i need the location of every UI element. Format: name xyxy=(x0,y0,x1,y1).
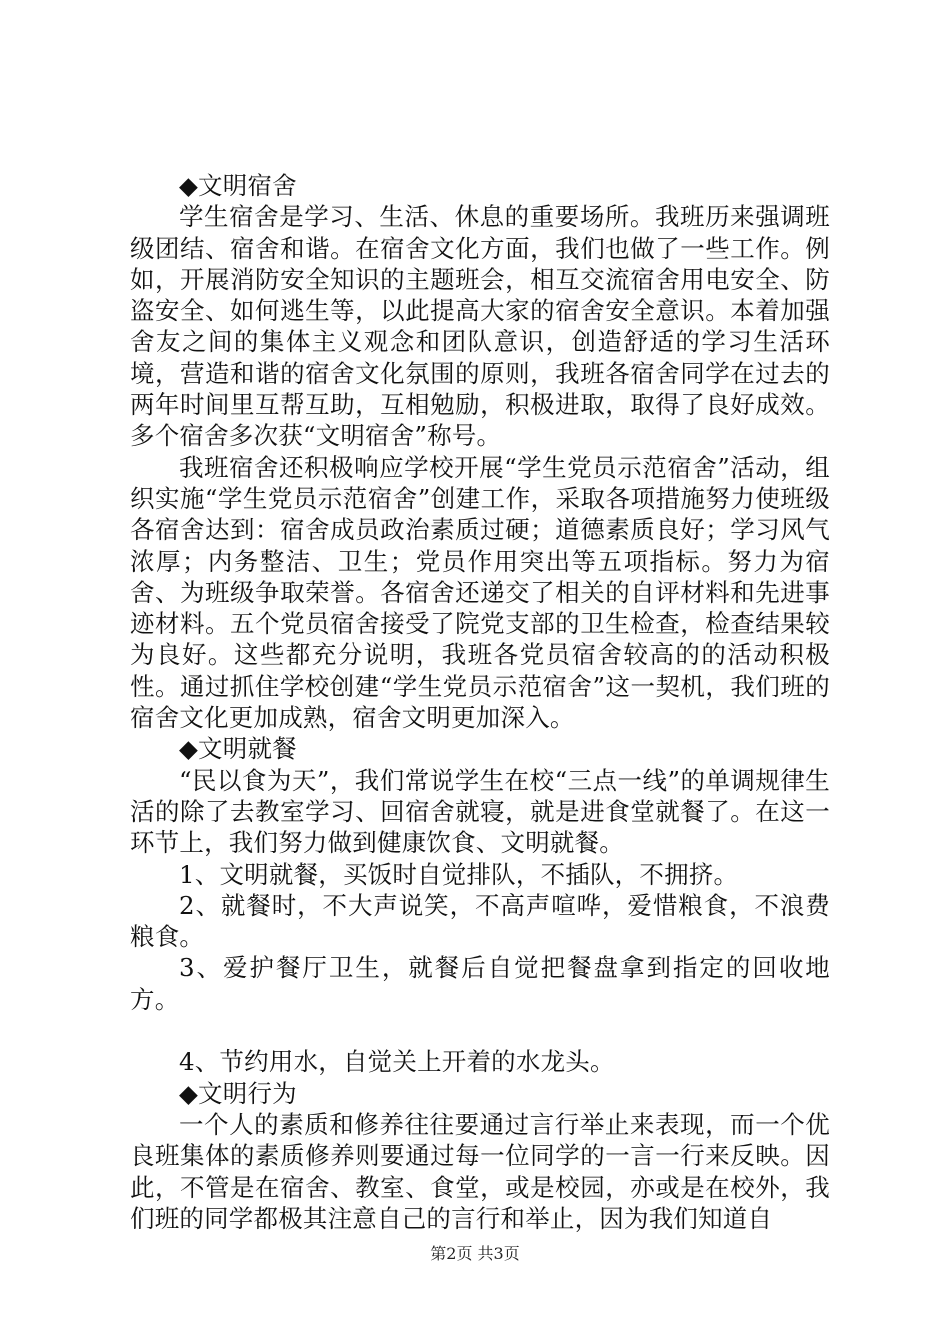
list-item-dining-1: 1、文明就餐，买饭时自觉排队，不插队，不拥挤。 xyxy=(179,859,739,889)
document-body xyxy=(130,170,830,1234)
section-heading-behavior: ◆文明行为 xyxy=(179,1078,297,1108)
page-number-footer: 第2页 共3页 xyxy=(430,1244,520,1263)
paragraph-dining-intro: “民以食为天”，我们常说学生在校“三点一线”的单调规律生活的除了去教室学习、回宿舍就寝，就是进食堂就餐了。在这一环节上，我们努力做到健康饮食、文明就餐。 xyxy=(130,765,830,858)
section-heading-dorm: ◆文明宿舍 xyxy=(179,171,297,200)
list-item-dining-2: 2、就餐时，不大声说笑，不高声喧哗，爱惜粮食，不浪费粮食。 xyxy=(130,890,830,952)
paragraph-behavior-intro: 一个人的素质和修养往往要通过言行举止来表现，而一个优良班集体的素质修养则要通过每一位同学的一言一行来反映。因此，不管是在宿舍、教室、食堂，或是校园，亦或是在校外，我们班的同学都极其注意自己的言行和举止，因为我们知道自 xyxy=(130,1109,830,1233)
section-heading-dining: ◆文明就餐 xyxy=(179,734,297,764)
list-item-dining-4: 4、节约用水，自觉关上开着的水龙头。 xyxy=(179,1047,615,1077)
blank-line xyxy=(130,1015,830,1046)
paragraph-dorm-intro: 学生宿舍是学习、生活、休息的重要场所。我班历来强调班级团结、宿舍和谐。在宿舍文化方面，我们也做了一些工作。例如，开展消防安全知识的主题班会，相互交流宿舍用电安全、防盗安全、如何逃生等，以此提高大家的宿舍安全意识。本着加强舍友之间的集体主义观念和团队意识，创造舒适的学习生活环境，营造和谐的宿舍文化氛围的原则，我班各宿舍同学在过去的两年时间里互帮互助，互相勉励，积极进取，取得了良好成效。多个宿舍多次获“文明宿舍”称号。 xyxy=(130,202,830,451)
paragraph-dorm-party: 我班宿舍还积极响应学校开展“学生党员示范宿舍”活动，组织实施“学生党员示范宿舍”创建工作，采取各项措施努力使班级各宿舍达到：宿舍成员政治素质过硬；道德素质良好；学习风气浓厚；内务整洁、卫生；党员作用突出等五项指标。努力为宿舍、为班级争取荣誉。各宿舍还递交了相关的自评材料和先进事迹材料。五个党员宿舍接受了院党支部的卫生检查，检查结果较为良好。这些都充分说明，我班各党员宿舍较高的的活动积极性。通过抓住学校创建“学生党员示范宿舍”这一契机，我们班的宿舍文化更加成熟，宿舍文明更加深入。 xyxy=(130,452,830,733)
list-item-dining-3: 3、爱护餐厅卫生，就餐后自觉把餐盘拿到指定的回收地方。 xyxy=(130,953,830,1014)
